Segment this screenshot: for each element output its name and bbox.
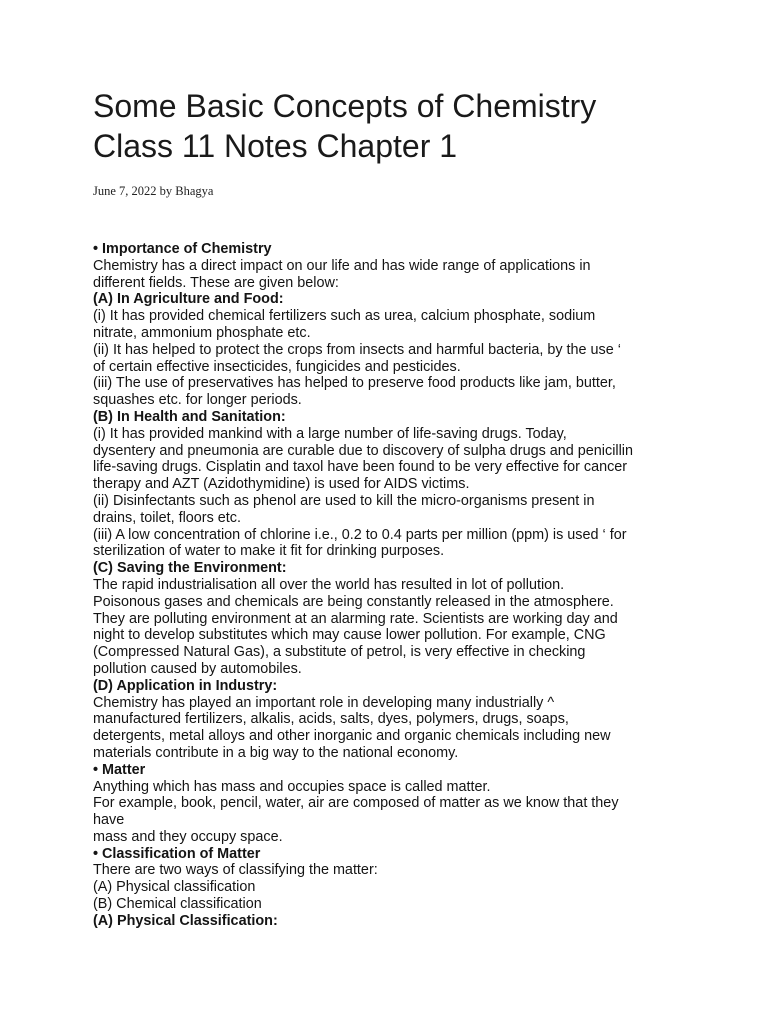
body-line: Chemistry has played an important role in developing many industrially ^ [93,694,555,711]
body-line: (B) Chemical classification [93,896,262,913]
body-line: Anything which has mass and occupies space is called matter. [93,778,491,795]
body-line: For example, book, pencil, water, air are composed of matter as we know that they [93,795,619,812]
article-body [93,241,743,930]
body-line: (i) It has provided chemical fertilizers such as urea, calcium phosphate, sodium [93,308,596,325]
post-meta: June 7, 2022 by Bhagya [93,184,214,198]
body-line: of certain effective insecticides, fungicides and pesticides. [93,358,461,375]
body-line: (Compressed Natural Gas), a substitute of petrol, is very effective in checking [93,644,586,661]
body-line: therapy and AZT (Azidothymidine) is used for AIDS victims. [93,476,470,493]
title-line-2: Class 11 Notes Chapter 1 [93,128,458,164]
body-line: materials contribute in a big way to the national economy. [93,744,459,761]
section-heading: • Classification of Matter [93,845,261,862]
body-line: (ii) Disinfectants such as phenol are used to kill the micro-organisms present in [93,492,595,509]
body-line: There are two ways of classifying the matter: [93,862,378,879]
body-line: (A) Physical classification [93,879,256,896]
body-line: They are polluting environment at an alarming rate. Scientists are working day and [93,610,618,627]
body-line: nitrate, ammonium phosphate etc. [93,324,311,341]
body-line: mass and they occupy space. [93,828,283,845]
title-line-1: Some Basic Concepts of Chemistry [93,88,597,124]
body-line: night to develop substitutes which may cause lower pollution. For example, CNG [93,627,606,644]
body-line: (i) It has provided mankind with a large number of life-saving drugs. Today, [93,425,567,442]
body-line: pollution caused by automobiles. [93,660,302,677]
section-heading: • Importance of Chemistry [93,241,272,257]
page-title [93,86,743,166]
body-line: dysentery and pneumonia are curable due to discovery of sulpha drugs and penicillin [93,442,633,459]
section-heading: (A) Physical Classification: [93,912,278,929]
body-line: (ii) It has helped to protect the crops from insects and harmful bacteria, by the use ‘ [93,341,621,358]
body-line: (iii) The use of preservatives has helped to preserve food products like jam, butter, [93,375,616,392]
body-line: detergents, metal alloys and other inorganic and organic chemicals including new [93,728,611,745]
section-heading: (D) Application in Industry: [93,677,278,694]
body-line: Chemistry has a direct impact on our life and has wide range of applications in [93,257,591,274]
body-line: (iii) A low concentration of chlorine i.e., 0.2 to 0.4 parts per million (ppm) is used ‘ for [93,526,627,543]
body-line: drains, toilet, floors etc. [93,509,241,526]
section-heading: • Matter [93,761,146,778]
body-line: sterilization of water to make it fit for drinking purposes. [93,543,445,560]
body-line: different fields. These are given below: [93,274,339,291]
section-heading: (B) In Health and Sanitation: [93,408,286,425]
body-line: manufactured fertilizers, alkalis, acids, salts, dyes, polymers, drugs, soaps, [93,711,569,728]
section-heading: (A) In Agriculture and Food: [93,291,284,308]
body-line: squashes etc. for longer periods. [93,392,302,409]
section-heading: (C) Saving the Environment: [93,560,287,577]
document-page [93,86,743,930]
body-line: The rapid industrialisation all over the world has resulted in lot of pollution. [93,576,565,593]
body-line: life-saving drugs. Cisplatin and taxol have been found to be very effective for cancer [93,459,628,476]
body-line: Poisonous gases and chemicals are being constantly released in the atmosphere. [93,593,614,610]
body-line: have [93,812,125,829]
